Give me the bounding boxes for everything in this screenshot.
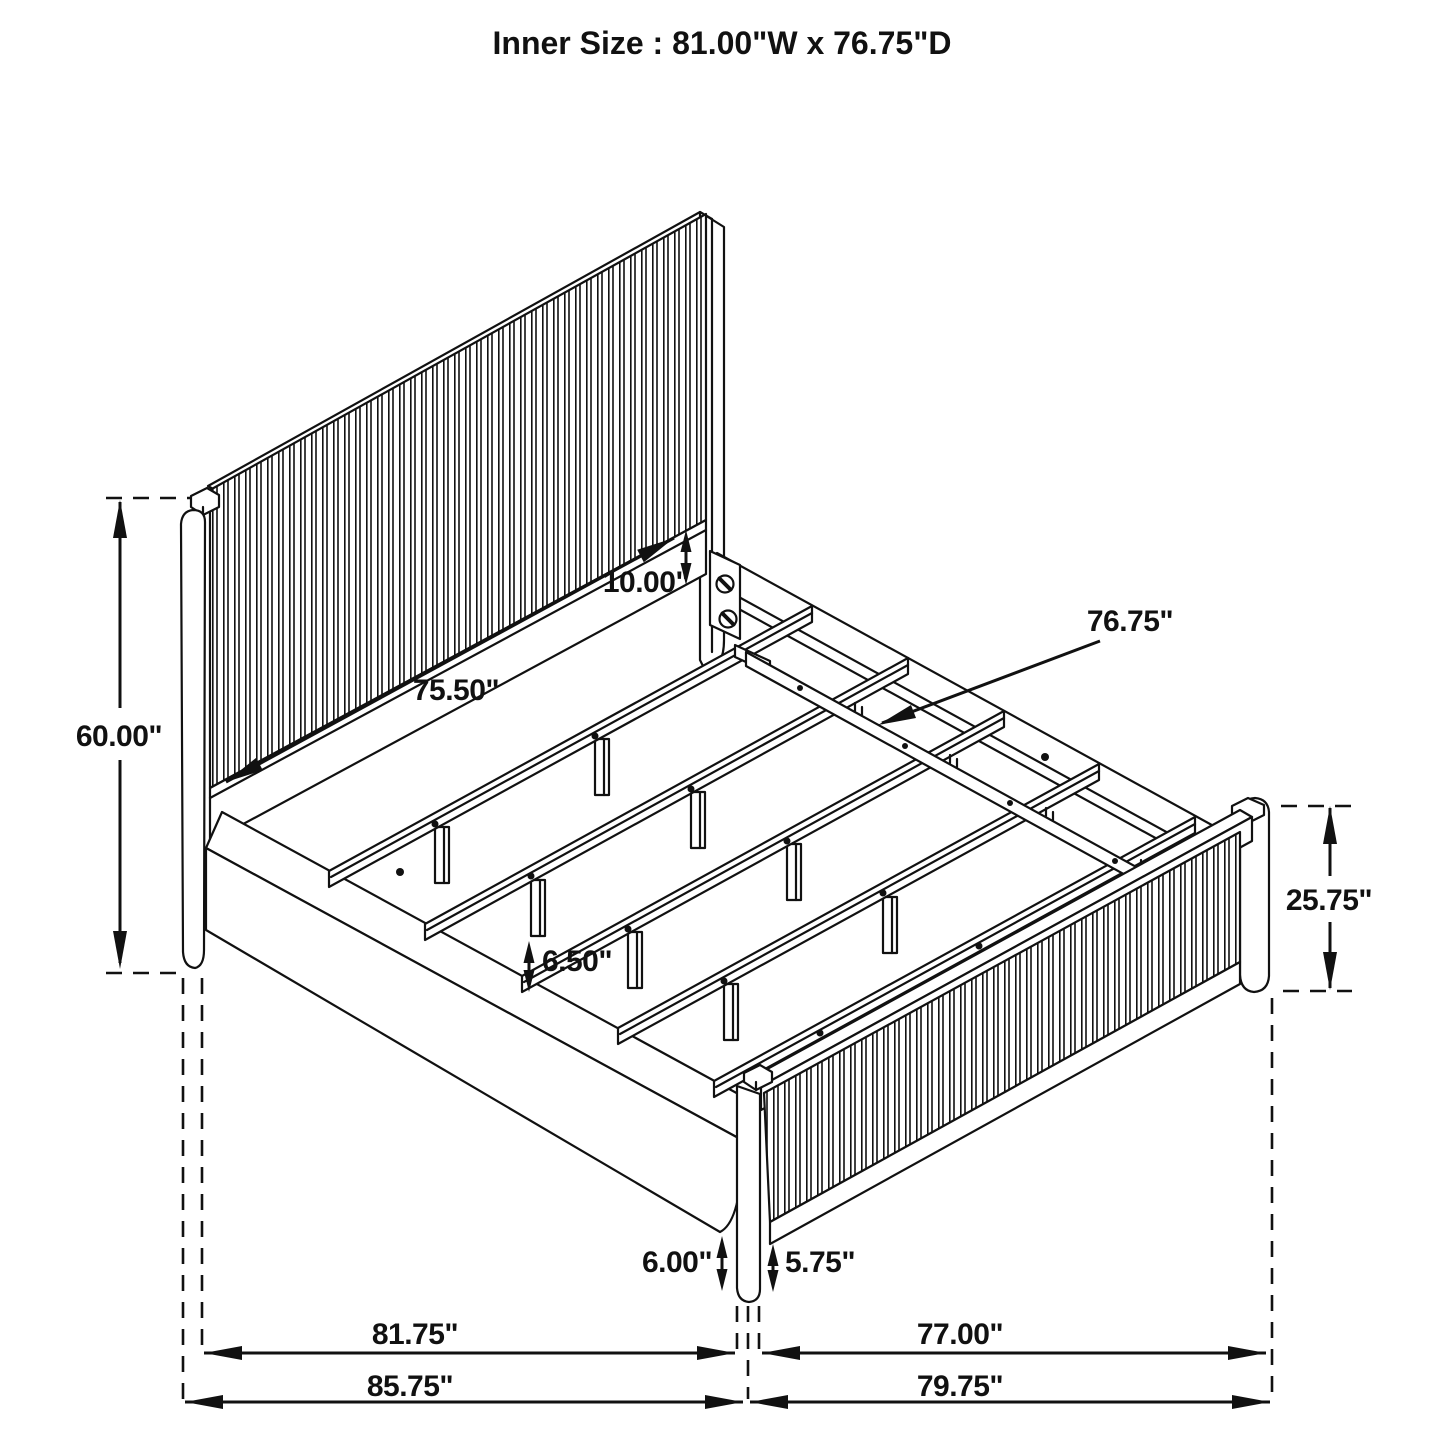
dim-headboard-panel-width-label: 75.50" [412, 674, 500, 707]
headboard-bracket [710, 551, 740, 639]
dim-footboard-clearance-label: 5.75" [784, 1246, 856, 1279]
dim-frame-width-label: 81.75" [371, 1318, 459, 1351]
dim-headboard-rail-gap-label: 10.00" [602, 566, 690, 599]
dim-overall-width-label: 85.75" [366, 1370, 454, 1403]
dim-support-leg-height-label: 6.50" [541, 945, 613, 978]
footboard [737, 798, 1269, 1302]
rail-screw-hole [1041, 753, 1049, 761]
rail-screw-hole [396, 868, 404, 876]
headboard-left-post [181, 510, 205, 968]
dim-side-rail-clearance-label: 6.00" [641, 1246, 713, 1279]
left-side-rail [206, 812, 742, 1232]
dim-frame-depth-label: 77.00" [916, 1318, 1004, 1351]
dim-overall-depth-label: 79.75" [916, 1370, 1004, 1403]
dim-slat-rail-length-label: 76.75" [1086, 605, 1174, 638]
dim-headboard-height-label: 60.00" [75, 720, 163, 753]
footboard-left-leg [737, 1086, 760, 1302]
page-title: Inner Size : 81.00"W x 76.75"D [492, 25, 952, 61]
dim-footboard-height-label: 25.75" [1285, 884, 1373, 917]
